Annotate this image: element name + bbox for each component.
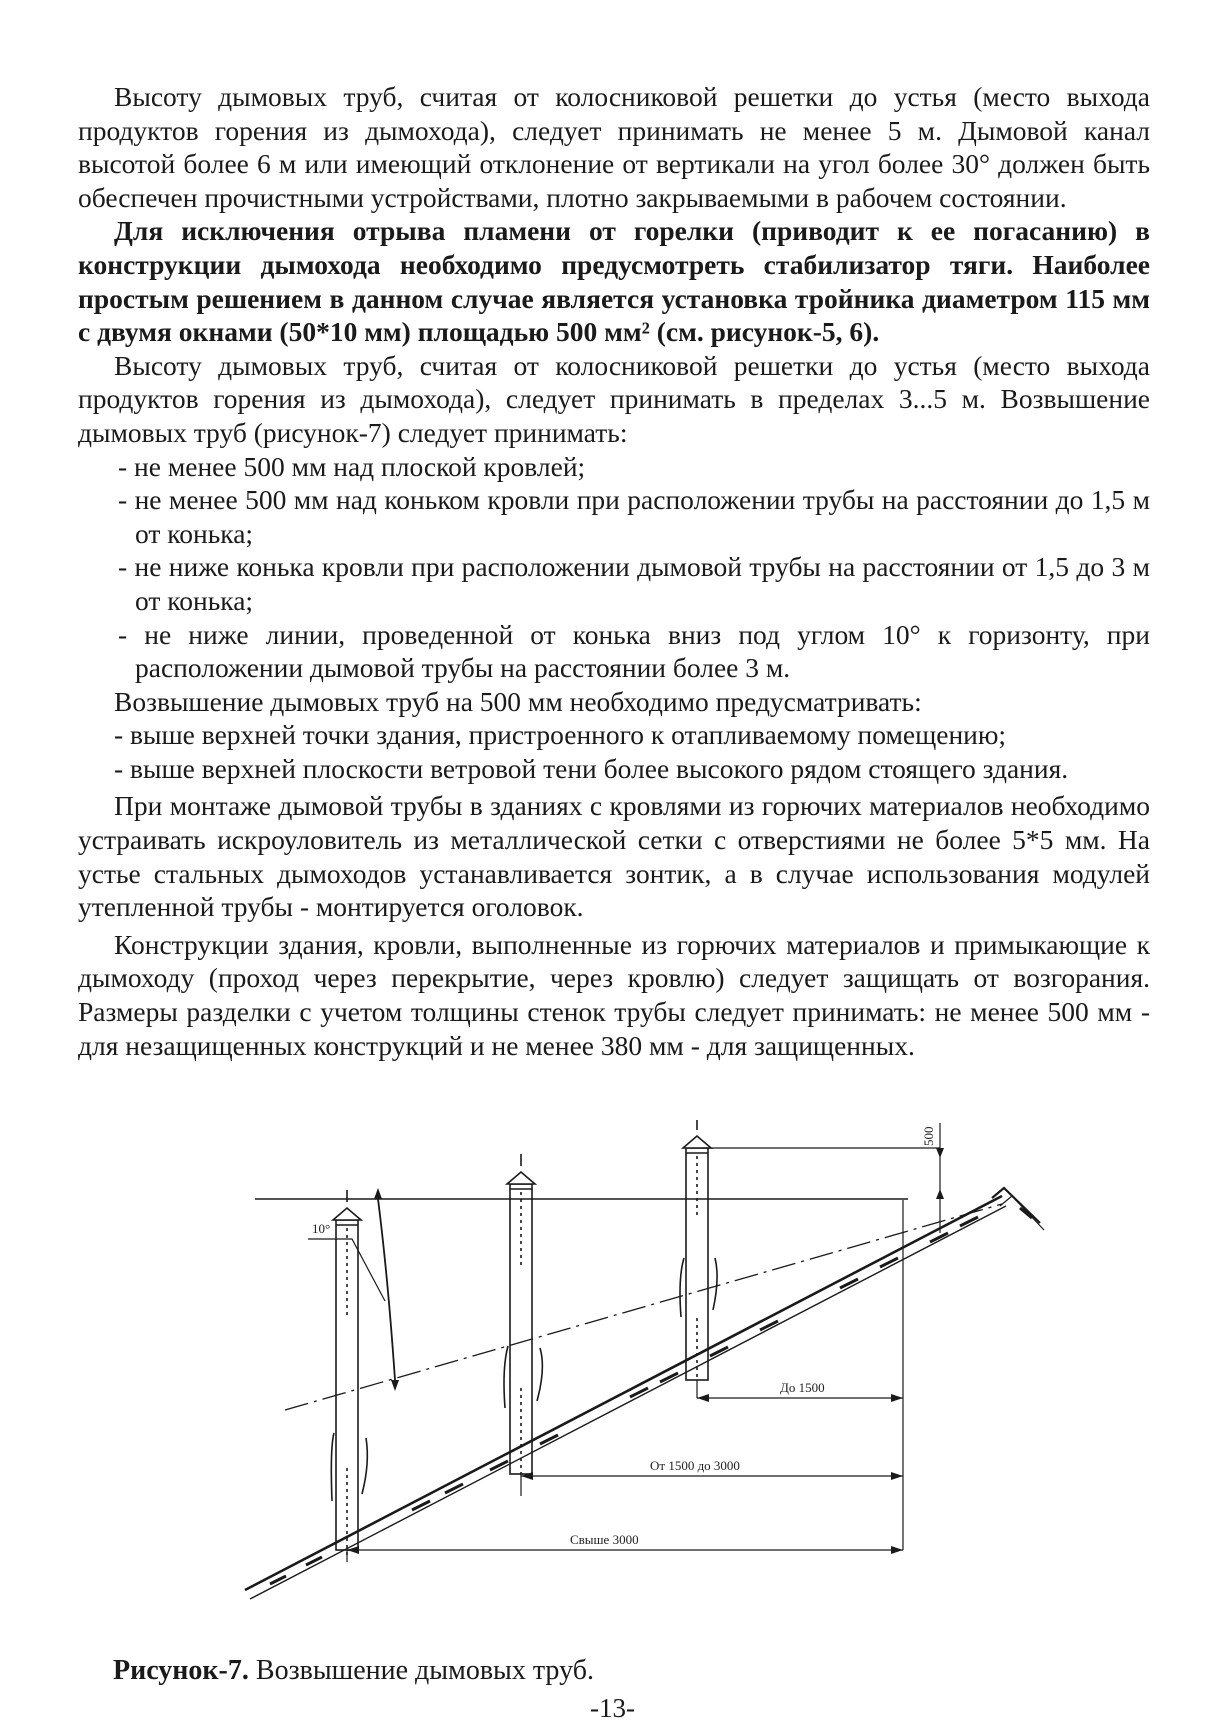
paragraph: Возвышение дымовых труб на 500 мм необходимо предусматривать: xyxy=(114,685,922,717)
caption-text: Возвышение дымовых труб. xyxy=(248,1655,594,1686)
body-text xyxy=(78,80,1150,1062)
page-number: -13- xyxy=(590,1693,635,1723)
angle-label: 10° xyxy=(312,1221,331,1236)
caption-label: Рисунок-7. xyxy=(113,1655,249,1686)
ten-degree-line xyxy=(285,1204,1002,1410)
paragraph: Высоту дымовых труб, считая от колосниковой решетки до устья (место выхода продуктов горения из дымохода), следует принимать не менее 5 м. Дымовой канал высотой более 6 м или имеющий отклонение от вертикали на угол более 30° должен быть обеспечен прочистными устройствами, плотно закрываемыми в рабочем состоянии. xyxy=(78,81,1150,213)
roof-tiles xyxy=(270,1208,1032,1584)
dimension-label-3: Свыше 3000 xyxy=(570,1532,639,1547)
paragraph: Высоту дымовых труб, считая от колосниковой решетки до устья (место выхода продуктов горения из дымохода), следует принимать в пределах 3...5 м. Возвышение дымовых труб (рисунок-7) следует принимать: xyxy=(78,349,1150,448)
bold-paragraph: Для исключения отрыва пламени от горелки (приводит к ее погасанию) в конструкции дымохода необходимо предусмотреть стабилизатор тяги. Наиболее простым решением в данном случае является установка тройника диаметром 115 мм с двумя окнами (50*10 мм) площадью 500 мм² (см. рисунок-5, 6). xyxy=(78,215,1150,348)
list-item: - выше верхней точки здания, пристроенного к отапливаемому помещению; xyxy=(114,719,1007,751)
paragraph: Конструкции здания, кровли, выполненные из горючих материалов и примыкающие к дымоходу (проход через перекрытие, через кровлю) следует защищать от возгорания. Размеры разделки с учетом толщины стенок трубы следует принимать: не менее 500 мм - для незащищенных конструкций и не менее 380 мм - для защищенных. xyxy=(78,928,1150,1061)
chimney-middle xyxy=(504,1154,542,1478)
chimney-near xyxy=(680,1120,717,1380)
list-item: - не ниже линии, проведенной от конька вниз под углом 10° к горизонту, при расположении дымовой трубы на расстоянии более 3 м. xyxy=(118,618,1150,684)
dimension-label-2: От 1500 до 3000 xyxy=(650,1458,740,1473)
angle-arc xyxy=(378,1199,395,1380)
height-label: 500 xyxy=(921,1126,936,1146)
figure-caption xyxy=(113,1654,594,1688)
chimney-height-diagram xyxy=(240,1118,1060,1648)
list-item: - не ниже конька кровли при расположении дымовой трубы на расстоянии от 1,5 до 3 м от конька; xyxy=(118,551,1150,616)
paragraph: При монтаже дымовой трубы в зданиях с кровлями из горючих материалов необходимо устраивать искроуловитель из металлической сетки с отверстиями не более 5*5 мм. На устье стальных дымоходов устанавливается зонтик, а в случае использования модулей утепленной трубы - монтируется оголовок. xyxy=(78,790,1150,923)
list-item: - не менее 500 мм над плоской кровлей; xyxy=(118,450,586,482)
list-item: - не менее 500 мм над коньком кровли при расположении трубы на расстоянии до 1,5 м от конька; xyxy=(118,484,1150,549)
dimension-label-1: До 1500 xyxy=(780,1380,825,1395)
list-item: - выше верхней плоскости ветровой тени более высокого рядом стоящего здания. xyxy=(114,752,1069,784)
chimney-far xyxy=(331,1190,367,1558)
